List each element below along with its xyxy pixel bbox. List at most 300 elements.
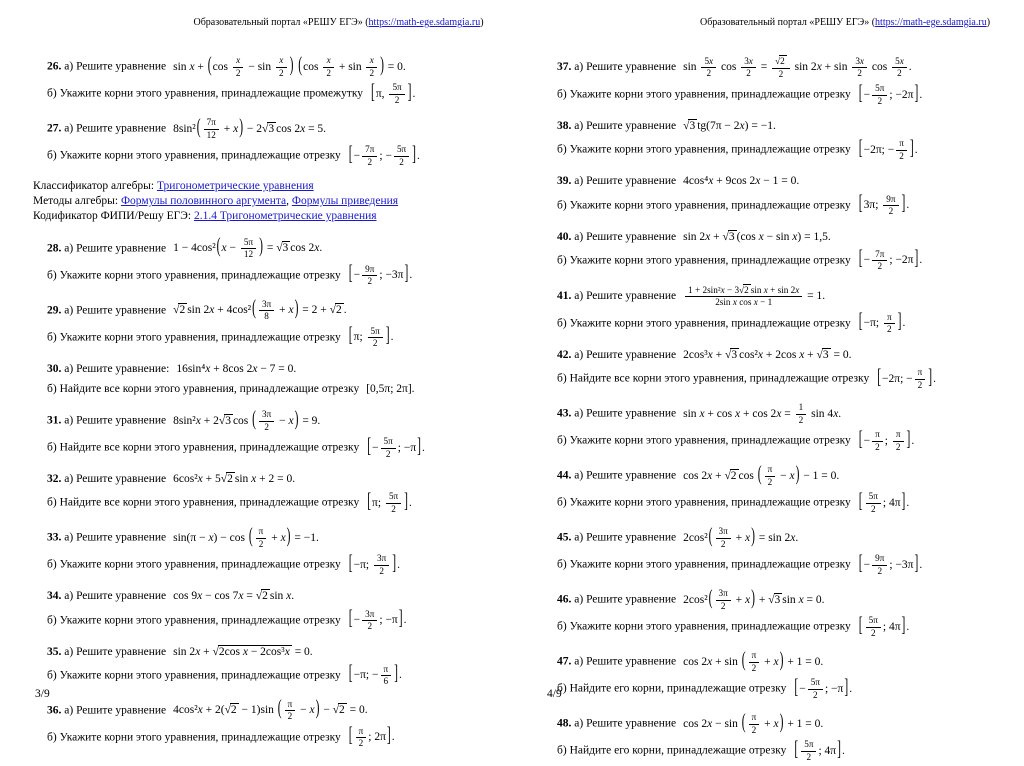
tall-bracket-left: [ xyxy=(348,143,353,166)
problem-number: 31. xyxy=(47,414,62,427)
tall-paren-right: ) xyxy=(315,698,320,721)
sqrt: √2cos x − 2cos³x xyxy=(212,645,290,658)
part-b-text: Найдите все корни этого уравнения, принадлежащие отрезку xyxy=(59,441,360,454)
problem-32 xyxy=(47,471,510,515)
part-b-line xyxy=(557,429,1011,453)
part-a-text: Решите уравнение xyxy=(76,645,167,658)
part-a-label: а) xyxy=(64,645,74,658)
sqrt: √2 xyxy=(775,56,785,66)
header-text-prefix: Образовательный портал «РЕШУ ЕГЭ» ( xyxy=(699,17,876,28)
classifier-row: Методы алгебры: Формулы половинного аргумента, Формулы приведения xyxy=(33,195,399,208)
fraction: $\frac{5\pi}{2}$ xyxy=(866,615,881,639)
part-a-text: Решите уравнение xyxy=(586,175,677,188)
equation: 4cos⁴x + 9cos 2x − 1 = 0. xyxy=(683,175,800,188)
interval: [ $\frac{5\pi}{2}$ ; 4π]. xyxy=(858,621,909,633)
equation: $\frac{\text{1 + 2sin²x − 3√2 sin x + sin 2x}}{\text{2sin x cos x − 1}}$ = 1. xyxy=(683,290,825,302)
problem-number: 47. xyxy=(557,655,572,668)
tall-paren-right: ) xyxy=(751,525,755,548)
fraction: $\frac{5\pi}{2}$ xyxy=(368,326,383,350)
fraction: $\frac{x}{2}$ xyxy=(323,55,334,79)
sqrt: √3 xyxy=(276,242,289,255)
part-b-line xyxy=(557,83,1011,107)
part-b-label: б) xyxy=(557,682,567,695)
sqrt: √3 xyxy=(768,593,781,606)
tall-bracket-right: ] xyxy=(837,738,841,761)
part-b-label: б) xyxy=(47,382,57,395)
tall-paren-left: ( xyxy=(196,116,201,139)
part-b-text: Укажите корни этого уравнения, принадлежащие отрезку xyxy=(59,331,341,344)
page-number-left: 3/9 xyxy=(35,688,50,700)
part-b-line xyxy=(47,664,510,688)
part-b-label: б) xyxy=(47,669,57,682)
fraction: $\frac{\pi}{2}$ xyxy=(356,726,367,750)
fraction: $\frac{3\pi}{8}$ xyxy=(259,299,274,323)
fraction: $\frac{5\pi}{12}$ xyxy=(241,237,256,261)
part-a-label: а) xyxy=(64,242,74,255)
fraction: $\frac{5x}{2}$ xyxy=(701,56,716,80)
fraction: $\frac{x}{2}$ xyxy=(233,55,244,79)
part-a-label: а) xyxy=(64,531,74,544)
fraction: $\frac{\pi}{6}$ xyxy=(381,664,392,688)
tall-bracket-right: ] xyxy=(901,490,906,513)
part-a-text: Решите уравнение xyxy=(76,242,167,255)
problem-number: 41. xyxy=(557,289,572,302)
fraction: $\frac{3\pi}{2}$ xyxy=(374,553,389,577)
sqrt: √2 xyxy=(739,284,749,295)
tall-paren-left: ( xyxy=(207,54,212,77)
fraction: $\frac{\pi}{2}$ xyxy=(872,429,883,453)
fraction: $\frac{\pi}{2}$ xyxy=(915,367,926,391)
tall-bracket-right: ] xyxy=(901,193,906,215)
equation: 6cos²x + 5√2 sin x + 2 = 0. xyxy=(173,473,296,486)
classifier-link[interactable]: Формулы половинного аргумента xyxy=(120,195,287,208)
problem-number: 44. xyxy=(557,469,572,482)
part-a-text: Решите уравнение xyxy=(586,289,677,302)
problem-number: 34. xyxy=(47,590,62,603)
classifier-link[interactable]: 2.1.4 Тригонометрические уравнения xyxy=(193,210,377,223)
part-a-label: а) xyxy=(574,120,584,132)
part-a-line xyxy=(47,644,510,661)
tall-bracket-left: [ xyxy=(348,663,353,686)
tall-paren-left: ( xyxy=(741,649,746,672)
equation: sin $\frac{5x}{2}$ cos $\frac{3x}{2}$ = $\frac{√2}{2}$ sin 2x + sin $\frac{3x}{2}$ cos $\frac{5x}{2}$ . xyxy=(683,55,912,79)
tall-bracket-left: [ xyxy=(858,552,863,575)
fraction: $\frac{x}{2}$ xyxy=(276,55,287,79)
problem-number: 46. xyxy=(557,593,572,606)
part-a-line xyxy=(47,299,510,323)
tall-paren-right: ) xyxy=(779,711,784,734)
part-a-line xyxy=(47,117,510,141)
part-b-label: б) xyxy=(557,620,567,633)
part-b-line xyxy=(557,194,1011,218)
part-b-label: б) xyxy=(557,143,567,156)
part-a-label: а) xyxy=(574,348,584,361)
tall-bracket-left: [ xyxy=(858,137,863,160)
problem-33 xyxy=(47,526,510,577)
tall-bracket-left: [ xyxy=(877,366,882,389)
tall-bracket-right: ] xyxy=(928,366,933,389)
part-b-line xyxy=(557,312,1011,336)
part-a-line xyxy=(557,229,1011,246)
part-b-line xyxy=(557,138,1011,162)
sqrt: √2 xyxy=(724,469,737,482)
interval: [ $\frac{5\pi}{2}$ ; 4π]. xyxy=(793,745,844,757)
sqrt: √3 xyxy=(683,120,696,132)
part-b-label: б) xyxy=(557,744,567,757)
problem-42 xyxy=(557,347,1011,391)
part-b-text: Укажите корни этого уравнения, принадлежащие отрезку xyxy=(569,199,851,212)
interval: [π, $\frac{5\pi}{2}$ ]. xyxy=(370,88,415,100)
part-a-line xyxy=(557,347,1011,364)
part-b-line xyxy=(47,326,510,350)
part-a-line xyxy=(557,55,1011,80)
tall-paren-left: ( xyxy=(252,298,256,320)
fraction: $\frac{\pi}{2}$ xyxy=(285,699,296,723)
classifier-row xyxy=(33,179,510,194)
problem-number: 40. xyxy=(557,230,572,243)
part-b-text: Укажите корни этого уравнения, принадлежащие промежутку xyxy=(59,87,364,100)
fraction: $\frac{5\pi}{2}$ xyxy=(872,83,887,107)
part-a-line xyxy=(47,471,510,488)
tall-paren-left: ( xyxy=(248,525,253,548)
part-a-line xyxy=(557,118,1011,135)
fraction: $\frac{5\pi}{2}$ xyxy=(866,491,881,515)
part-b-text: Укажите корни этого уравнения, принадлежащие отрезку xyxy=(59,669,341,682)
part-b-text: Найдите все корни этого уравнения, принадлежащие отрезку xyxy=(59,382,360,395)
fraction: $\frac{\pi}{2}$ xyxy=(896,138,907,162)
classifier-link[interactable]: Формулы приведения xyxy=(291,195,399,208)
part-a-line xyxy=(557,526,1011,550)
sqrt: √3 xyxy=(722,230,735,243)
equation: 8sin²( $\frac{7\pi}{12}$ + x) − 2√3 cos 2x = 5. xyxy=(173,123,326,135)
part-b-label: б) xyxy=(47,87,57,100)
part-a-text: Решите уравнение xyxy=(586,531,677,544)
part-a-label: а) xyxy=(64,590,74,603)
part-b-label: б) xyxy=(47,496,57,509)
tall-bracket-right: ] xyxy=(394,663,398,686)
tall-bracket-right: ] xyxy=(404,490,409,513)
tall-bracket-right: ] xyxy=(386,725,391,748)
equation: sin x + (cos $\frac{x}{2}$ − sin $\frac{x}{2}$ ) (cos $\frac{x}{2}$ + sin $\frac{x}{2}$ ) = 0. xyxy=(173,61,406,73)
tall-paren-left: ( xyxy=(277,698,282,721)
classifier-link[interactable]: Тригонометрические уравнения xyxy=(156,180,314,192)
part-b-line xyxy=(47,491,510,515)
page-number-right: 4/9 xyxy=(547,688,562,700)
tall-bracket-left: [ xyxy=(858,614,863,637)
equation: 8sin²x + 2√3 cos ( $\frac{3\pi}{2}$ − x) = 9. xyxy=(173,415,320,427)
fraction: $\frac{3x}{2}$ xyxy=(852,56,867,80)
part-b-label: б) xyxy=(47,149,57,162)
part-b-text: Найдите его корни, принадлежащие отрезку xyxy=(569,682,787,695)
part-b-line xyxy=(557,739,1011,763)
tall-paren-right: ) xyxy=(286,525,291,548)
problem-44 xyxy=(557,464,1011,515)
equation: sin 2x + √3 (cos x − sin x) = 1,5. xyxy=(683,230,831,243)
tall-paren-right: ) xyxy=(294,298,299,320)
tall-bracket-left: [ xyxy=(348,725,353,748)
part-a-line xyxy=(557,464,1011,488)
tall-bracket-right: ] xyxy=(844,676,849,699)
part-b-line xyxy=(557,491,1011,515)
part-b-line xyxy=(47,82,510,106)
tall-bracket-left: [ xyxy=(858,490,863,513)
part-b-line xyxy=(47,381,510,398)
equation: sin 2x + √2cos x − 2cos³x = 0. xyxy=(173,645,313,658)
part-a-text: Решите уравнение xyxy=(586,61,677,74)
equation: 16sin⁴x + 8cos 2x − 7 = 0. xyxy=(176,362,297,375)
part-b-label: б) xyxy=(47,558,57,571)
part-b-text: Укажите корни этого уравнения, принадлежащие отрезку xyxy=(569,558,851,571)
interval: [− $\frac{\pi}{2}$ ; $\frac{\pi}{2}$ ]. xyxy=(858,435,914,447)
part-a-line xyxy=(47,55,510,79)
part-a-text: Решите уравнение xyxy=(586,593,677,606)
problem-number: 36. xyxy=(47,704,62,717)
tall-bracket-left: [ xyxy=(348,552,353,575)
part-a-text: Решите уравнение xyxy=(76,704,167,717)
tall-bracket-right: ] xyxy=(906,428,911,451)
classifier-label: Методы алгебры: xyxy=(33,195,119,208)
problem-number: 38. xyxy=(557,120,572,132)
tall-paren-right: ) xyxy=(259,236,263,258)
part-b-label: б) xyxy=(557,317,567,330)
sqrt: √2 xyxy=(224,704,237,717)
problem-37 xyxy=(557,55,1011,107)
part-a-line xyxy=(47,361,510,378)
part-a-text: Решите уравнение xyxy=(76,414,167,427)
interval: [− $\frac{9\pi}{2}$ ; −3π]. xyxy=(348,269,412,281)
part-a-label: а) xyxy=(574,289,584,302)
part-a-text: Решите уравнение xyxy=(586,120,677,132)
part-b-text: Укажите корни этого уравнения, принадлежащие отрезку xyxy=(569,434,851,447)
part-b-line xyxy=(47,609,510,633)
tall-bracket-right: ] xyxy=(398,608,403,630)
interval: [ $\frac{\pi}{2}$ ; 2π]. xyxy=(348,731,395,743)
part-a-text: Решите уравнение xyxy=(76,122,167,135)
fraction: $\frac{5x}{2}$ xyxy=(892,56,907,80)
part-a-text: Решите уравнение xyxy=(586,407,677,420)
classifier-label: Кодификатор ФИПИ/Решу ЕГЭ: xyxy=(33,210,192,223)
problem-number: 45. xyxy=(557,531,572,544)
part-b-text: Укажите корни этого уравнения, принадлежащие отрезку xyxy=(59,558,341,571)
part-a-text: Решите уравнение xyxy=(586,469,677,482)
fraction: $\frac{9\pi}{2}$ xyxy=(872,553,887,577)
problem-number: 30. xyxy=(47,362,62,375)
portal-link[interactable]: https://math-ege.sdamgia.ru xyxy=(875,17,987,28)
tall-paren-left: ( xyxy=(216,236,221,258)
part-b-text: Найдите все корни этого уравнения, принадлежащие отрезку xyxy=(59,496,360,509)
equation: sin(π − x) − cos ( $\frac{\pi}{2}$ + x) = −1. xyxy=(173,532,319,544)
tall-bracket-right: ] xyxy=(392,552,397,575)
tall-bracket-right: ] xyxy=(914,82,919,105)
problem-45 xyxy=(557,526,1011,577)
part-b-line xyxy=(47,553,510,577)
problem-39 xyxy=(557,173,1011,217)
tall-paren-left: ( xyxy=(252,408,256,431)
problems-list-left xyxy=(33,55,510,750)
part-b-text: Найдите все корни этого уравнения, принадлежащие отрезку xyxy=(569,372,870,385)
part-b-line xyxy=(557,677,1011,701)
tall-paren-left: ( xyxy=(757,463,762,486)
part-b-label: б) xyxy=(47,331,57,344)
interval: [− $\frac{7\pi}{2}$ ; −2π]. xyxy=(858,254,922,266)
part-a-label: а) xyxy=(64,60,74,73)
problem-number: 39. xyxy=(557,175,572,188)
equation: 2cos²( $\frac{3\pi}{2}$ + x) = sin 2x. xyxy=(683,532,798,544)
part-a-label: а) xyxy=(64,304,74,317)
part-a-text: Решите уравнение xyxy=(76,590,167,603)
part-a-text: Решите уравнение xyxy=(76,473,167,486)
part-b-text: Укажите корни этого уравнения, принадлежащие отрезку xyxy=(59,614,341,627)
tall-bracket-right: ] xyxy=(404,263,409,285)
sqrt: √3 xyxy=(218,414,231,427)
problem-number: 26. xyxy=(47,60,62,73)
part-b-text: Укажите корни этого уравнения, принадлежащие отрезку xyxy=(569,143,851,156)
part-a-label: а) xyxy=(574,655,584,668)
fraction: $\frac{5\pi}{2}$ xyxy=(808,677,823,701)
part-a-label: а) xyxy=(64,122,74,135)
part-a-text: Решите уравнение xyxy=(76,60,167,73)
fraction: $\frac{5\pi}{2}$ xyxy=(386,491,401,515)
sqrt: √3 xyxy=(725,348,738,361)
tall-paren-right: ) xyxy=(751,587,755,610)
part-b-label: б) xyxy=(47,269,57,282)
sqrt: √3 xyxy=(262,122,275,135)
header-text-prefix: Образовательный портал «РЕШУ ЕГЭ» ( xyxy=(193,17,369,28)
part-b-text: Укажите корни этого уравнения, принадлежащие отрезку xyxy=(569,620,851,633)
problems-list-right xyxy=(545,55,1011,763)
part-b-line xyxy=(47,726,510,750)
part-a-label: а) xyxy=(574,61,584,74)
tall-paren-right: ) xyxy=(239,116,244,139)
equation: 2cos³x + √3 cos²x + 2cos x + √3 = 0. xyxy=(683,348,852,361)
classifier-label: Классификатор алгебры: xyxy=(33,180,155,192)
tall-bracket-left: [ xyxy=(371,81,375,104)
part-a-text: Решите уравнение xyxy=(586,348,677,361)
part-a-label: а) xyxy=(574,407,584,420)
fraction: $\frac{5\pi}{2}$ xyxy=(389,82,404,106)
interval: [−π; − $\frac{\pi}{6}$ ]. xyxy=(348,669,402,681)
part-a-text: Решите уравнение xyxy=(76,304,167,317)
tall-bracket-right: ] xyxy=(901,614,906,637)
fraction: $\frac{9\pi}{2}$ xyxy=(883,194,898,218)
interval: [− $\frac{3\pi}{2}$ ; −π]. xyxy=(348,614,407,626)
problem-27 xyxy=(47,117,510,168)
fraction: $\frac{3\pi}{2}$ xyxy=(259,409,274,433)
tall-bracket-left: [ xyxy=(858,82,863,105)
part-b-label: б) xyxy=(47,731,57,744)
sqrt: √2 xyxy=(329,304,342,317)
part-a-label: а) xyxy=(574,175,584,188)
equation: cos 2x + sin ( $\frac{\pi}{2}$ + x) + 1 = 0. xyxy=(683,656,823,668)
part-a-line xyxy=(557,712,1011,736)
part-b-label: б) xyxy=(557,434,567,447)
part-b-label: б) xyxy=(557,254,567,267)
page-right xyxy=(545,0,1011,762)
classifier-block xyxy=(33,179,510,225)
sqrt: √3 xyxy=(816,348,829,361)
part-a-text: Решите уравнение xyxy=(586,230,677,243)
fraction: $\frac{7\pi}{2}$ xyxy=(872,249,887,273)
fraction: $\frac{3\pi}{2}$ xyxy=(716,588,731,612)
equation: 4cos²x + 2(√2 − 1)sin ( $\frac{\pi}{2}$ − x) − √2 = 0. xyxy=(173,704,368,716)
problem-48 xyxy=(557,712,1011,763)
tall-bracket-right: ] xyxy=(909,137,914,160)
part-a-text: Решите уравнение xyxy=(586,717,677,730)
interval: [− $\frac{9\pi}{2}$ ; −3π]. xyxy=(858,559,922,571)
tall-paren-right: ) xyxy=(289,54,294,77)
tall-bracket-right: ] xyxy=(914,248,919,271)
part-a-line xyxy=(47,237,510,261)
page-header-right xyxy=(679,17,1011,28)
fraction: $\frac{1}{2}$ xyxy=(796,402,807,426)
problem-number: 48. xyxy=(557,717,572,730)
problem-30 xyxy=(47,361,510,399)
part-a-line xyxy=(557,588,1011,612)
part-b-text: Укажите корни этого уравнения, принадлежащие отрезку xyxy=(569,88,851,101)
fraction: $\frac{√2}{2}$ xyxy=(772,55,790,80)
equation: cos 2x − sin ( $\frac{\pi}{2}$ + x) + 1 = 0. xyxy=(683,718,823,730)
tall-bracket-left: [ xyxy=(367,435,372,458)
part-a-label: а) xyxy=(574,593,584,606)
part-b-text: Укажите корни этого уравнения, принадлежащие отрезку xyxy=(569,496,851,509)
part-b-text: Найдите его корни, принадлежащие отрезку xyxy=(569,744,787,757)
part-b-text: Укажите корни этого уравнения, принадлежащие отрезку xyxy=(59,149,341,162)
tall-bracket-right: ] xyxy=(412,143,417,166)
fraction: $\frac{7\pi}{12}$ xyxy=(204,117,219,141)
fraction: $\frac{5\pi}{2}$ xyxy=(801,739,816,763)
tall-paren-left: ( xyxy=(708,525,713,548)
portal-link[interactable]: https://math-ege.sdamgia.ru xyxy=(368,17,481,28)
problem-35 xyxy=(47,644,510,688)
part-a-label: а) xyxy=(574,469,584,482)
interval: [3π; $\frac{9\pi}{2}$ ]. xyxy=(858,199,909,211)
interval: [− $\frac{7\pi}{2}$ ; − $\frac{5\pi}{2}$ ]. xyxy=(348,150,420,162)
fraction: $\frac{3\pi}{2}$ xyxy=(362,609,377,633)
part-b-line xyxy=(47,264,510,288)
interval: [−2π; − $\frac{\pi}{2}$ ]. xyxy=(858,144,918,156)
fraction: $\frac{3\pi}{2}$ xyxy=(716,526,731,550)
tall-bracket-left: [ xyxy=(794,676,799,699)
part-a-label: а) xyxy=(574,230,584,243)
part-b-label: б) xyxy=(557,496,567,509)
part-a-line xyxy=(47,699,510,723)
tall-bracket-right: ] xyxy=(407,81,412,104)
interval: [0,5π; 2π]. xyxy=(366,382,415,395)
fraction: $\frac{\pi}{2}$ xyxy=(765,464,776,488)
part-a-line xyxy=(557,650,1011,674)
fraction: $\frac{5\pi}{2}$ xyxy=(394,144,409,168)
problem-number: 29. xyxy=(47,304,62,317)
problem-number: 37. xyxy=(557,61,572,74)
fraction: $\frac{\pi}{2}$ xyxy=(884,312,895,336)
interval: [−π; $\frac{3\pi}{2}$ ]. xyxy=(348,559,400,571)
fraction: $\frac{9\pi}{2}$ xyxy=(362,264,377,288)
tall-paren-left: ( xyxy=(298,54,303,77)
tall-bracket-left: [ xyxy=(348,608,353,630)
fraction: $\frac{\pi}{2}$ xyxy=(893,429,904,453)
problem-36 xyxy=(47,699,510,750)
fraction: $\frac{5\pi}{2}$ xyxy=(381,436,396,460)
tall-bracket-left: [ xyxy=(348,263,353,285)
part-a-line xyxy=(47,409,510,433)
header-text-suffix: ) xyxy=(986,17,991,28)
equation: √2 sin 2x + 4cos²( $\frac{3\pi}{8}$ + x) = 2 + √2 . xyxy=(173,304,346,316)
interval: [− $\frac{5\pi}{2}$ ; −π]. xyxy=(793,683,852,695)
problem-number: 27. xyxy=(47,122,62,135)
equation: cos 2x + √2 cos ( $\frac{\pi}{2}$ − x) − 1 = 0. xyxy=(683,470,839,482)
classifier-row xyxy=(33,209,510,224)
tall-paren-right: ) xyxy=(380,54,384,77)
